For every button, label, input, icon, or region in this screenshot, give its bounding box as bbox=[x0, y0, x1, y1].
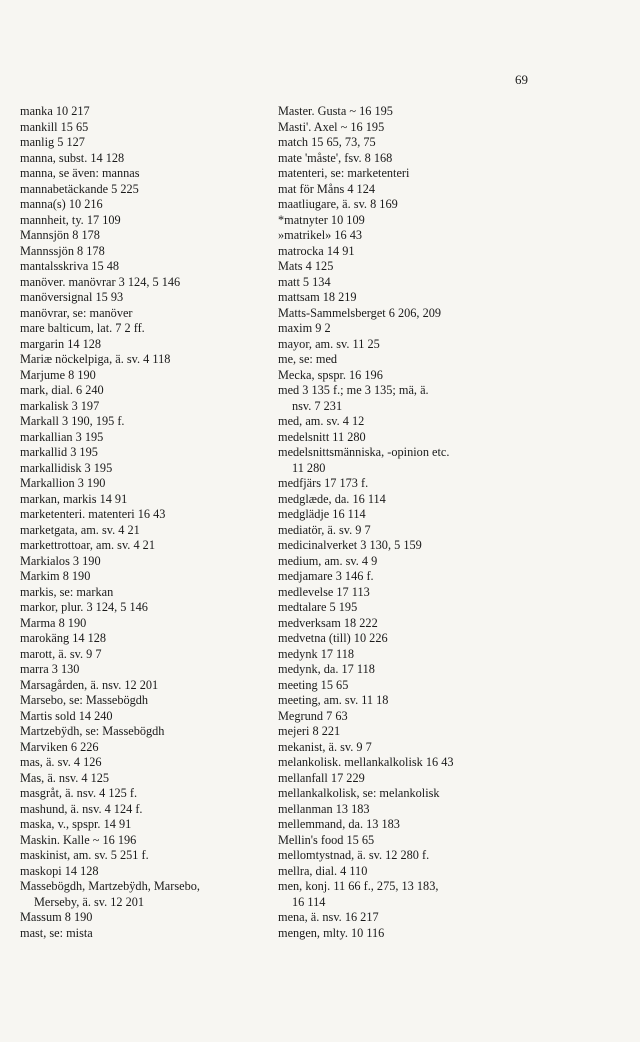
index-entry: mayor, am. sv. 11 25 bbox=[278, 336, 380, 351]
index-entry: Mecka, spspr. 16 196 bbox=[278, 367, 383, 382]
index-entry: Marsebo, se: Massebögdh bbox=[20, 693, 149, 707]
index-entry: matenteri, se: marketenteri bbox=[278, 166, 410, 180]
index-entry: markallian 3 195 bbox=[20, 429, 104, 444]
index-entry: mannabetäckande 5 225 bbox=[20, 181, 139, 196]
index-entry: marokäng 14 128 bbox=[20, 631, 107, 645]
index-entry: mannheit, ty. 17 109 bbox=[20, 212, 121, 227]
index-entry: mark, dial. 6 240 bbox=[20, 383, 104, 397]
index-entry: medicinalverket 3 130, 5 159 bbox=[278, 538, 422, 552]
index-entry: masgråt, ä. nsv. 4 125 f. bbox=[20, 786, 138, 800]
index-entry: mekanist, ä. sv. 9 7 bbox=[278, 739, 372, 754]
index-entry: mankill 15 65 bbox=[20, 119, 89, 134]
index-entry: manöver. manövrar 3 124, 5 146 bbox=[20, 274, 181, 289]
index-entry: Marsagården, ä. nsv. 12 201 bbox=[20, 677, 159, 692]
index-entry: mate 'måste', fsv. 8 168 bbox=[278, 150, 393, 165]
index-entry: markis, se: markan bbox=[20, 584, 114, 599]
index-entry: Matts-Sammelsberget 6 206, 209 bbox=[278, 305, 442, 320]
index-entry: medelsnittsmänniska, -opinion etc. bbox=[278, 445, 450, 459]
index-entry: maskopi 14 128 bbox=[20, 863, 99, 878]
index-entry: marketenteri. matenteri 16 43 bbox=[20, 507, 166, 521]
index-entry: maska, v., spspr. 14 91 bbox=[20, 817, 132, 831]
index-entry: mare balticum, lat. 7 2 ff. bbox=[20, 321, 145, 335]
index-entry: medglädje 16 114 bbox=[278, 507, 366, 521]
index-entry: Mariæ nöckelpiga, ä. sv. 4 118 bbox=[20, 352, 171, 366]
index-column-left bbox=[20, 104, 272, 941]
index-entry: mejeri 8 221 bbox=[278, 724, 341, 738]
index-entry: maxim 9 2 bbox=[278, 321, 331, 335]
index-entry: mellomtystnad, ä. sv. 12 280 f. bbox=[278, 848, 430, 862]
index-entry: Mellin's food 15 65 bbox=[278, 832, 375, 847]
index-entry: marra 3 130 bbox=[20, 662, 80, 676]
index-entry: Mannsjön 8 178 bbox=[20, 228, 100, 242]
index-entry: medium, am. sv. 4 9 bbox=[278, 553, 378, 568]
index-entry: 11 280 bbox=[292, 460, 326, 475]
index-entry: medlevelse 17 113 bbox=[278, 584, 370, 599]
index-entry: manna, se även: mannas bbox=[20, 166, 140, 180]
index-entry: medfjärs 17 173 f. bbox=[278, 476, 369, 490]
index-entry: Marjume 8 190 bbox=[20, 367, 96, 382]
index-entry: nsv. 7 231 bbox=[292, 398, 343, 413]
index-entry: Maskin. Kalle ~ 16 196 bbox=[20, 832, 137, 847]
index-entry: Marviken 6 226 bbox=[20, 739, 99, 754]
index-entry: manövrar, se: manöver bbox=[20, 305, 133, 320]
index-entry: mast, se: mista bbox=[20, 925, 93, 940]
page-number: 69 bbox=[515, 72, 528, 87]
index-entry: Markialos 3 190 bbox=[20, 553, 101, 568]
index-entry: mattsam 18 219 bbox=[278, 290, 357, 304]
index-entry: maatliugare, ä. sv. 8 169 bbox=[278, 197, 398, 211]
index-entry: manna, subst. 14 128 bbox=[20, 150, 125, 165]
index-entry: mellankalkolisk, se: melankolisk bbox=[278, 786, 440, 800]
index-entry: *matnyter 10 109 bbox=[278, 212, 365, 227]
index-entry: mellemmand, da. 13 183 bbox=[278, 817, 400, 831]
index-entry: med, am. sv. 4 12 bbox=[278, 414, 365, 428]
index-entry: Martis sold 14 240 bbox=[20, 708, 113, 723]
index-entry: marott, ä. sv. 9 7 bbox=[20, 646, 102, 661]
index-entry: maskinist, am. sv. 5 251 f. bbox=[20, 848, 149, 862]
index-entry: Megrund 7 63 bbox=[278, 708, 348, 723]
index-entry: med 3 135 f.; me 3 135; mä, ä. bbox=[278, 383, 429, 397]
index-entry: manöversignal 15 93 bbox=[20, 290, 124, 304]
index-entry: medverksam 18 222 bbox=[278, 615, 378, 630]
index-entry: match 15 65, 73, 75 bbox=[278, 135, 376, 149]
index-entry: Masti'. Axel ~ 16 195 bbox=[278, 119, 385, 134]
index-entry: manlig 5 127 bbox=[20, 135, 85, 149]
index-entry: medtalare 5 195 bbox=[278, 600, 358, 614]
index-entry: mengen, mlty. 10 116 bbox=[278, 925, 385, 940]
index-entry: markalisk 3 197 bbox=[20, 398, 100, 413]
index-entry: Markallion 3 190 bbox=[20, 476, 106, 490]
index-entry: mellanfall 17 229 bbox=[278, 770, 365, 785]
index-entry: me, se: med bbox=[278, 352, 338, 366]
index-entry: mashund, ä. nsv. 4 124 f. bbox=[20, 801, 143, 816]
index-entry: markallidisk 3 195 bbox=[20, 460, 113, 475]
index-entry: marketgata, am. sv. 4 21 bbox=[20, 522, 140, 537]
index-entry: meeting 15 65 bbox=[278, 677, 349, 692]
index-entry: markallid 3 195 bbox=[20, 445, 98, 459]
index-entry: Massebögdh, Martzebÿdh, Marsebo, bbox=[20, 879, 200, 893]
index-entry: medjamare 3 146 f. bbox=[278, 569, 374, 583]
index-entry: Markim 8 190 bbox=[20, 569, 91, 583]
index-entry: mediatör, ä. sv. 9 7 bbox=[278, 522, 371, 537]
index-entry: mena, ä. nsv. 16 217 bbox=[278, 910, 379, 924]
index-entry: Merseby, ä. sv. 12 201 bbox=[34, 894, 145, 909]
index-entry: manka 10 217 bbox=[20, 104, 90, 118]
index-column-right bbox=[278, 104, 540, 941]
index-entry: Mannssjön 8 178 bbox=[20, 243, 105, 258]
index-entry: medglæde, da. 16 114 bbox=[278, 491, 386, 506]
index-entry: markettrottoar, am. sv. 4 21 bbox=[20, 538, 155, 552]
index-entry: Master. Gusta ~ 16 195 bbox=[278, 104, 393, 118]
index-entry: Mats 4 125 bbox=[278, 259, 334, 273]
index-entry: Marma 8 190 bbox=[20, 615, 87, 630]
index-entry: markor, plur. 3 124, 5 146 bbox=[20, 600, 148, 614]
index-entry: mat för Måns 4 124 bbox=[278, 181, 375, 196]
index-entry: mellanman 13 183 bbox=[278, 801, 370, 816]
index-entry: matt 5 134 bbox=[278, 274, 331, 289]
index-entry: 16 114 bbox=[292, 894, 326, 909]
index-entry: mantalsskriva 15 48 bbox=[20, 259, 120, 273]
index-entry: mellra, dial. 4 110 bbox=[278, 863, 368, 878]
index-entry: meeting, am. sv. 11 18 bbox=[278, 693, 389, 707]
index-entry: medynk, da. 17 118 bbox=[278, 662, 375, 676]
index-entry: men, konj. 11 66 f., 275, 13 183, bbox=[278, 879, 439, 893]
index-entry: matrocka 14 91 bbox=[278, 243, 355, 258]
index-entry: Martzebÿdh, se: Massebögdh bbox=[20, 724, 165, 738]
index-entry: margarin 14 128 bbox=[20, 336, 102, 351]
index-entry: Mas, ä. nsv. 4 125 bbox=[20, 770, 110, 785]
index-entry: medelsnitt 11 280 bbox=[278, 429, 366, 444]
index-entry: medynk 17 118 bbox=[278, 646, 355, 661]
index-entry: Markall 3 190, 195 f. bbox=[20, 414, 125, 428]
index-entry: melankolisk. mellankalkolisk 16 43 bbox=[278, 755, 454, 769]
index-entry: Massum 8 190 bbox=[20, 910, 93, 924]
index-entry: manna(s) 10 216 bbox=[20, 197, 103, 211]
index-entry: mas, ä. sv. 4 126 bbox=[20, 755, 102, 769]
index-entry: »matrikel» 16 43 bbox=[278, 228, 363, 242]
index-entry: markan, markis 14 91 bbox=[20, 491, 128, 506]
index-entry: medvetna (till) 10 226 bbox=[278, 631, 388, 645]
